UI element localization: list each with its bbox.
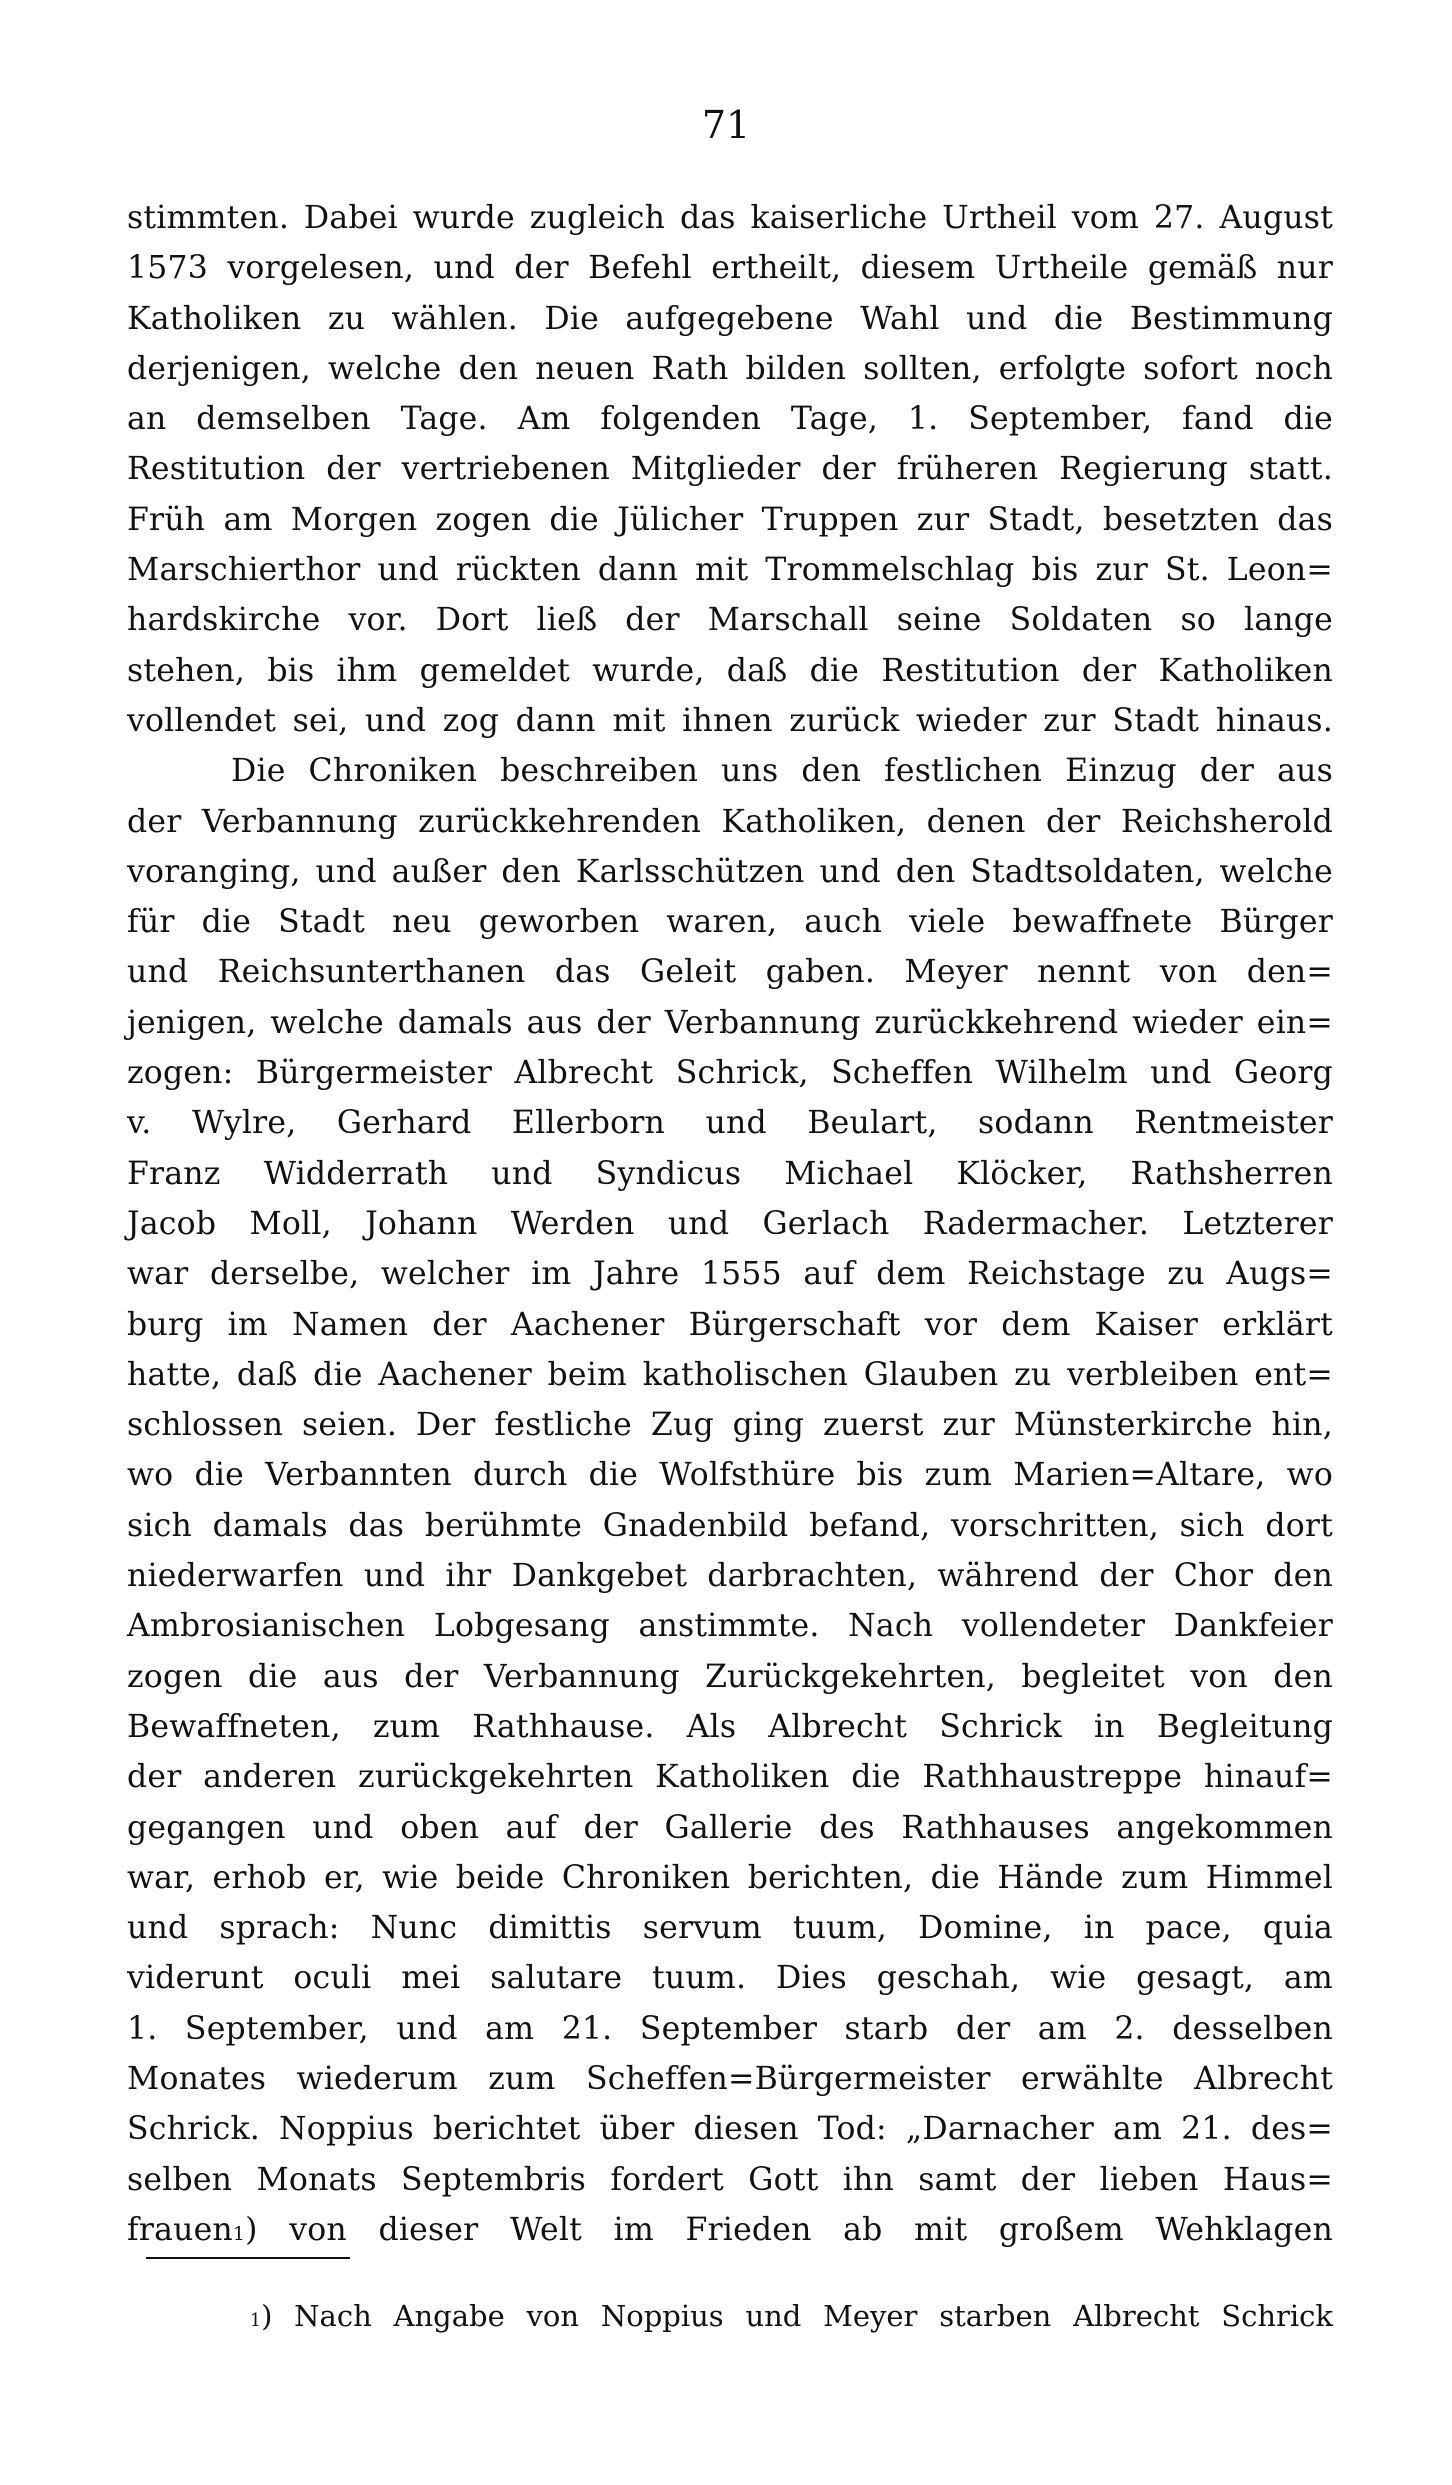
text-line: derjenigen, welche den neuen Rath bilden sollten, erfolgte sofort noch [127,350,1333,387]
text-line: schlossen seien. Der festliche Zug ging zuerst zur Münsterkirche hin, [127,1407,1333,1444]
page-number: 71 [701,103,751,147]
text-line: und Reichsunterthanen das Geleit gaben. Meyer nennt von den= [127,954,1333,991]
text-line: gegangen und oben auf der Gallerie des Rathhauses angekommen [127,1809,1333,1846]
footnote-reference[interactable]: 1 [232,2222,246,2245]
text-segment: frauen [127,2211,233,2248]
text-line: stimmten. Dabei wurde zugleich das kaiserliche Urtheil vom 27. August [127,200,1333,236]
text-line: Die Chroniken beschreiben uns den festlichen Einzug der aus [231,753,1333,790]
text-line: Ambrosianischen Lobgesang anstimmte. Nach vollendeter Dankfeier [127,1608,1333,1645]
body-text [127,193,1333,2255]
text-line: hardskirche vor. Dort ließ der Marschall seine Soldaten so lange [127,602,1333,639]
text-line: zogen: Bürgermeister Albrecht Schrick, Scheffen Wilhelm und Georg [127,1055,1333,1092]
text-line: Früh am Morgen zogen die Jülicher Truppen zur Stadt, besetzten das [127,501,1333,538]
footnote-marker: 1 [250,2311,262,2331]
text-segment: ) von dieser Welt im Frieden ab mit großem Wehklagen [245,2211,1333,2248]
footnote-1 [250,2292,1333,2340]
footnote-text: ) Nach Angabe von Noppius und Meyer starben Albrecht Schrick [261,2299,1333,2333]
text-line: jenigen, welche damals aus der Verbannung zurückkehrend wieder ein= [127,1004,1333,1041]
text-line: Bewaffneten, zum Rathhause. Als Albrecht Schrick in Begleitung [127,1708,1333,1745]
text-line: der anderen zurückgekehrten Katholiken die Rathhaustreppe hinauf= [127,1759,1333,1796]
text-line: vollendet sei, und zog dann mit ihnen zurück wieder zur Stadt hinaus. [127,702,1333,739]
text-line: Franz Widderrath und Syndicus Michael Klöcker, Rathsherren [127,1155,1333,1192]
text-line: Monates wiederum zum Scheffen=Bürgermeister erwählte Albrecht [127,2060,1333,2097]
text-line: stehen, bis ihm gemeldet wurde, daß die Restitution der Katholiken [127,652,1333,689]
text-line [127,2205,1333,2255]
text-line: zogen die aus der Verbannung Zurückgekehrten, begleitet von den [127,1658,1333,1695]
text-line: 1. September, und am 21. September starb der am 2. desselben [127,2010,1333,2047]
text-line: Restitution der vertriebenen Mitglieder der früheren Regierung statt. [127,451,1333,488]
text-line: 1573 vorgelesen, und der Befehl ertheilt, diesem Urtheile gemäß nur [127,250,1333,287]
text-line: an demselben Tage. Am folgenden Tage, 1. September, fand die [127,401,1333,438]
text-line: wo die Verbannten durch die Wolfsthüre bis zum Marien=Altare, wo [127,1457,1333,1494]
footnote-separator [146,2257,350,2259]
text-line: sich damals das berühmte Gnadenbild befand, vorschritten, sich dort [127,1507,1333,1544]
text-line: für die Stadt neu geworben waren, auch viele bewaffnete Bürger [127,904,1333,941]
text-line: selben Monats Septembris fordert Gott ihn samt der lieben Haus= [127,2161,1333,2198]
text-line: und sprach: Nunc dimittis servum tuum, Domine, in pace, quia [127,1910,1333,1947]
text-line: war, erhob er, wie beide Chroniken berichten, die Hände zum Himmel [127,1859,1333,1896]
text-line: Katholiken zu wählen. Die aufgegebene Wahl und die Bestimmung [127,300,1333,337]
text-line: Schrick. Noppius berichtet über diesen Tod: „Darnacher am 21. des= [127,2111,1333,2148]
text-line: der Verbannung zurückkehrenden Katholiken, denen der Reichsherold [127,803,1333,840]
text-line: niederwarfen und ihr Dankgebet darbrachten, während der Chor den [127,1558,1333,1595]
text-line: v. Wylre, Gerhard Ellerborn und Beulart, sodann Rentmeister [127,1105,1333,1142]
text-line: burg im Namen der Aachener Bürgerschaft vor dem Kaiser erklärt [127,1306,1333,1343]
text-line: Jacob Moll, Johann Werden und Gerlach Radermacher. Letzterer [127,1205,1333,1242]
text-line: war derselbe, welcher im Jahre 1555 auf dem Reichstage zu Augs= [127,1256,1333,1293]
text-line: Marschierthor und rückten dann mit Trommelschlag bis zur St. Leon= [127,552,1333,589]
text-line: viderunt oculi mei salutare tuum. Dies geschah, wie gesagt, am [127,1960,1333,1997]
text-line: hatte, daß die Aachener beim katholischen Glauben zu verbleiben ent= [127,1356,1333,1393]
text-line: voranging, und außer den Karlsschützen und den Stadtsoldaten, welche [127,853,1333,890]
